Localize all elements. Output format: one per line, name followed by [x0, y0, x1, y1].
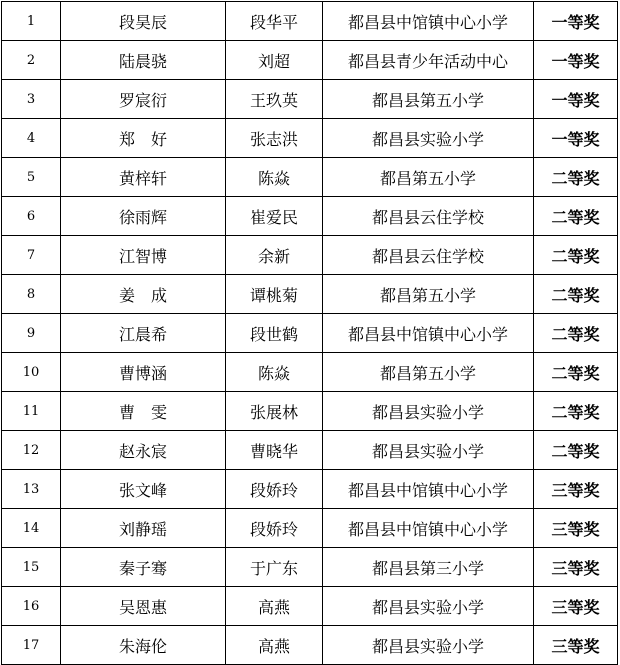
- school-name: 都昌第五小学: [323, 275, 534, 314]
- table-row: [2, 275, 618, 314]
- teacher-name: 高燕: [226, 587, 323, 626]
- student-name: 江智博: [61, 236, 226, 275]
- award-level: 二等奖: [534, 275, 618, 314]
- table-row: [2, 353, 618, 392]
- teacher-name: 王玖英: [226, 80, 323, 119]
- table-row: [2, 470, 618, 509]
- student-name: 吴恩惠: [61, 587, 226, 626]
- teacher-name: 刘超: [226, 41, 323, 80]
- school-name: 都昌县中馆镇中心小学: [323, 509, 534, 548]
- teacher-name: 段娇玲: [226, 509, 323, 548]
- award-level: 二等奖: [534, 236, 618, 275]
- table-row: [2, 158, 618, 197]
- row-number: 8: [2, 275, 61, 314]
- school-name: 都昌第五小学: [323, 158, 534, 197]
- row-number: 4: [2, 119, 61, 158]
- award-level: 一等奖: [534, 80, 618, 119]
- row-number: 14: [2, 509, 61, 548]
- student-name: 黄梓轩: [61, 158, 226, 197]
- student-name: 徐雨辉: [61, 197, 226, 236]
- row-number: 12: [2, 431, 61, 470]
- row-number: 6: [2, 197, 61, 236]
- award-level: 三等奖: [534, 626, 618, 665]
- row-number: 16: [2, 587, 61, 626]
- student-name: 罗宸衍: [61, 80, 226, 119]
- school-name: 都昌县第五小学: [323, 80, 534, 119]
- row-number: 3: [2, 80, 61, 119]
- award-level: 二等奖: [534, 353, 618, 392]
- teacher-name: 张志洪: [226, 119, 323, 158]
- student-name: 陆晨骁: [61, 41, 226, 80]
- table-row: [2, 41, 618, 80]
- table-row: [2, 548, 618, 587]
- row-number: 7: [2, 236, 61, 275]
- award-level: 三等奖: [534, 587, 618, 626]
- student-name: 段昊辰: [61, 2, 226, 41]
- award-level: 一等奖: [534, 41, 618, 80]
- award-table-body: [2, 2, 618, 665]
- school-name: 都昌县中馆镇中心小学: [323, 314, 534, 353]
- award-level: 一等奖: [534, 119, 618, 158]
- table-row: [2, 431, 618, 470]
- award-level: 二等奖: [534, 158, 618, 197]
- school-name: 都昌县云住学校: [323, 197, 534, 236]
- student-name: 刘静瑶: [61, 509, 226, 548]
- school-name: 都昌县实验小学: [323, 392, 534, 431]
- school-name: 都昌县第三小学: [323, 548, 534, 587]
- row-number: 11: [2, 392, 61, 431]
- award-level: 一等奖: [534, 2, 618, 41]
- row-number: 5: [2, 158, 61, 197]
- student-name: 曹博涵: [61, 353, 226, 392]
- row-number: 13: [2, 470, 61, 509]
- student-name: 赵永宸: [61, 431, 226, 470]
- school-name: 都昌县实验小学: [323, 119, 534, 158]
- row-number: 15: [2, 548, 61, 587]
- school-name: 都昌县中馆镇中心小学: [323, 2, 534, 41]
- row-number: 9: [2, 314, 61, 353]
- school-name: 都昌县实验小学: [323, 431, 534, 470]
- table-row: [2, 509, 618, 548]
- student-name: 郑 好: [61, 119, 226, 158]
- student-name: 江晨希: [61, 314, 226, 353]
- teacher-name: 谭桃菊: [226, 275, 323, 314]
- award-level: 二等奖: [534, 197, 618, 236]
- award-level: 三等奖: [534, 509, 618, 548]
- table-row: [2, 119, 618, 158]
- teacher-name: 曹晓华: [226, 431, 323, 470]
- table-row: [2, 236, 618, 275]
- row-number: 17: [2, 626, 61, 665]
- school-name: 都昌县青少年活动中心: [323, 41, 534, 80]
- award-level: 二等奖: [534, 314, 618, 353]
- student-name: 姜 成: [61, 275, 226, 314]
- teacher-name: 段世鹤: [226, 314, 323, 353]
- row-number: 10: [2, 353, 61, 392]
- teacher-name: 于广东: [226, 548, 323, 587]
- row-number: 2: [2, 41, 61, 80]
- student-name: 朱海伦: [61, 626, 226, 665]
- student-name: 张文峰: [61, 470, 226, 509]
- table-row: [2, 392, 618, 431]
- row-number: 1: [2, 2, 61, 41]
- teacher-name: 段华平: [226, 2, 323, 41]
- award-level: 二等奖: [534, 431, 618, 470]
- teacher-name: 崔爱民: [226, 197, 323, 236]
- table-row: [2, 314, 618, 353]
- table-row: [2, 197, 618, 236]
- school-name: 都昌县云住学校: [323, 236, 534, 275]
- school-name: 都昌县实验小学: [323, 587, 534, 626]
- table-row: [2, 80, 618, 119]
- student-name: 曹 雯: [61, 392, 226, 431]
- teacher-name: 余新: [226, 236, 323, 275]
- teacher-name: 张展林: [226, 392, 323, 431]
- table-row: [2, 2, 618, 41]
- student-name: 秦子骞: [61, 548, 226, 587]
- teacher-name: 陈焱: [226, 353, 323, 392]
- teacher-name: 高燕: [226, 626, 323, 665]
- table-row: [2, 587, 618, 626]
- table-row: [2, 626, 618, 665]
- award-level: 三等奖: [534, 470, 618, 509]
- school-name: 都昌县实验小学: [323, 626, 534, 665]
- school-name: 都昌县中馆镇中心小学: [323, 470, 534, 509]
- award-table: [1, 1, 618, 665]
- teacher-name: 段娇玲: [226, 470, 323, 509]
- school-name: 都昌第五小学: [323, 353, 534, 392]
- award-level: 三等奖: [534, 548, 618, 587]
- teacher-name: 陈焱: [226, 158, 323, 197]
- award-level: 二等奖: [534, 392, 618, 431]
